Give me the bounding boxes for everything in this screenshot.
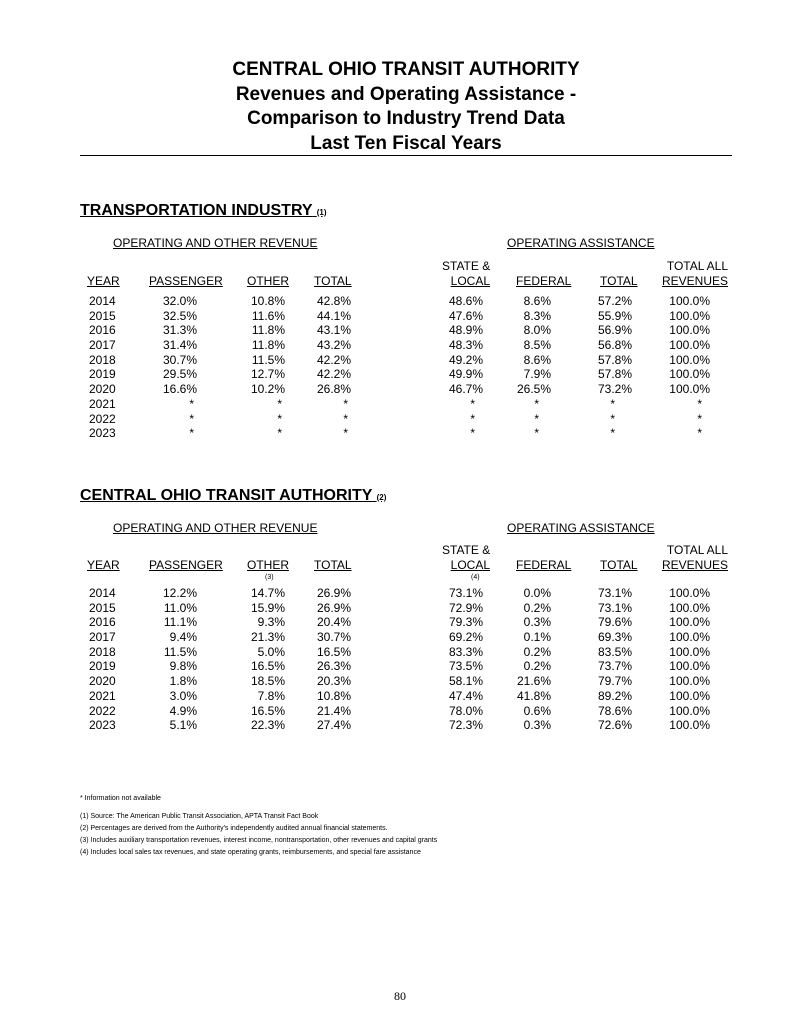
other-cell: 7.8% [257,688,285,703]
assist-total-cell: 57.8% [597,367,632,382]
cota-state-local-note: (4) [471,574,480,581]
passenger-cell: 11.5% [163,644,197,659]
state-local-cell: 48.3% [448,338,483,353]
state-local-cell: 49.9% [448,367,483,382]
passenger-cell: 4.9% [169,703,197,718]
cota-other-header: OTHER [247,558,289,572]
assist-total-cell: 57.8% [597,352,632,367]
year-cell: 2020 [89,382,116,397]
total-cell: 30.7% [316,630,351,645]
total-all-cell: 100.0% [669,630,710,645]
passenger-cell: 31.3% [162,323,197,338]
other-cell: 15.9% [250,600,285,615]
state-local-cell: 46.7% [448,382,483,397]
passenger-cell: 9.8% [169,659,197,674]
state-local-cell: 47.4% [448,688,483,703]
industry-section-title: TRANSPORTATION INDUSTRY (1) [80,202,327,219]
total-cell: 26.3% [316,659,351,674]
table-row [0,353,800,368]
state-local-cell: 49.2% [448,352,483,367]
total-all-cell: 100.0% [669,703,710,718]
state-local-cell: * [470,426,475,441]
total-cell: 43.1% [316,323,351,338]
table-row [0,630,800,645]
cota-state-local-header-top: STATE & [442,543,491,557]
assist-total-cell: 73.1% [597,586,632,600]
table-row [0,718,800,733]
title-line-1: CENTRAL OHIO TRANSIT AUTHORITY [232,59,580,80]
table-row [0,601,800,616]
state-local-cell: * [470,396,475,411]
total-cell: 10.8% [316,688,351,703]
total-all-cell: 100.0% [669,586,710,600]
year-cell: 2023 [89,426,116,441]
other-cell: * [277,411,282,426]
federal-cell: 8.0% [523,323,551,338]
state-local-cell: 58.1% [448,674,483,689]
federal-cell: * [534,411,539,426]
year-cell: 2015 [89,600,116,615]
federal-cell: 26.5% [516,382,551,397]
federal-cell: 21.6% [516,674,551,689]
other-cell: 12.7% [250,367,285,382]
table-row [0,382,800,397]
total-cell: 43.2% [316,338,351,353]
state-local-cell: 47.6% [448,308,483,323]
total-all-cell: 100.0% [669,323,710,338]
industry-other-header: OTHER [247,274,289,288]
total-cell: 20.4% [316,615,351,630]
passenger-cell: * [189,426,194,441]
total-cell: 16.5% [316,644,351,659]
passenger-cell: 32.5% [162,308,197,323]
assist-total-cell: * [610,426,615,441]
table-row [0,659,800,674]
federal-cell: 8.3% [523,308,551,323]
federal-cell: 41.8% [516,688,551,703]
assist-total-cell: 69.3% [597,630,632,645]
federal-cell: * [534,396,539,411]
title-line-2: Revenues and Operating Assistance - [235,83,577,105]
cota-year-header: YEAR [87,558,120,572]
total-all-cell: 100.0% [669,382,710,397]
total-cell: 26.9% [316,600,351,615]
industry-state-local-header: LOCAL [450,274,490,288]
total-cell: 21.4% [316,703,351,718]
federal-cell: 8.5% [523,338,551,353]
year-cell: 2020 [89,674,116,689]
assist-total-cell: 73.2% [597,382,632,397]
page-number: 80 [394,989,406,1003]
assist-total-cell: * [610,396,615,411]
passenger-cell: 29.5% [162,367,197,382]
year-cell: 2018 [89,644,116,659]
state-local-cell: 73.1% [448,586,483,600]
footnote-4: (4) Includes local sales tax revenues, and state operating grants, reimbursements, and special fare assistance [80,849,421,856]
federal-cell: 0.3% [523,615,551,630]
total-all-cell: 100.0% [669,352,710,367]
total-cell: 42.2% [316,352,351,367]
year-cell: 2021 [89,688,116,703]
other-cell: 14.7% [250,586,285,600]
passenger-cell: 11.0% [163,600,197,615]
federal-cell: 0.2% [523,644,551,659]
total-all-cell: 100.0% [669,338,710,353]
table-row [0,397,800,412]
table-row [0,412,800,427]
other-cell: * [277,426,282,441]
assist-total-cell: 72.6% [597,718,632,733]
state-local-cell: 72.3% [448,718,483,733]
total-cell: 27.4% [316,718,351,733]
table-row [0,615,800,630]
table-row [0,586,800,601]
other-cell: * [277,396,282,411]
other-cell: 16.5% [250,703,285,718]
assist-total-cell: 83.5% [597,644,632,659]
total-all-cell: 100.0% [669,674,710,689]
cota-assist-total-header: TOTAL [600,558,638,572]
year-cell: 2021 [89,396,116,411]
industry-passenger-header: PASSENGER [149,274,223,288]
federal-cell: 0.2% [523,600,551,615]
other-cell: 11.8% [251,323,285,338]
other-cell: 22.3% [250,718,285,733]
industry-federal-header: FEDERAL [516,274,572,288]
total-all-cell: 100.0% [669,718,710,733]
industry-total-header: TOTAL [314,274,352,288]
cota-assistance-group-header: OPERATING ASSISTANCE [507,521,655,535]
passenger-cell: 12.2% [162,586,197,600]
federal-cell: 7.9% [523,367,551,382]
other-cell: 11.6% [251,308,285,323]
total-all-cell: 100.0% [669,688,710,703]
assist-total-cell: 73.7% [597,659,632,674]
industry-revenue-group-header: OPERATING AND OTHER REVENUE [113,236,318,250]
passenger-cell: * [189,411,194,426]
table-row [0,645,800,660]
assist-total-cell: 55.9% [597,308,632,323]
assist-total-cell: * [610,411,615,426]
federal-cell: 0.1% [523,630,551,645]
industry-assist-total-header: TOTAL [600,274,638,288]
federal-cell: 0.0% [523,586,551,600]
table-row [0,323,800,338]
industry-table [0,294,800,441]
assist-total-cell: 56.8% [597,338,632,353]
table-row [0,426,800,441]
table-row [0,338,800,353]
passenger-cell: 30.7% [162,352,197,367]
total-cell: * [343,426,348,441]
total-all-cell: 100.0% [669,367,710,382]
total-all-cell: * [697,411,702,426]
total-cell: 42.2% [316,367,351,382]
year-cell: 2018 [89,352,116,367]
total-all-cell: 100.0% [669,294,710,308]
year-cell: 2022 [89,411,116,426]
footnotes [80,793,437,859]
federal-cell: 0.6% [523,703,551,718]
total-cell: 20.3% [316,674,351,689]
assist-total-cell: 79.7% [597,674,632,689]
state-local-cell: 73.5% [448,659,483,674]
passenger-cell: 16.6% [162,382,197,397]
total-cell: * [343,396,348,411]
year-cell: 2015 [89,308,116,323]
footnote-3: (3) Includes auxiliary transportation revenues, interest income, nontransportation, other revenues and capital grants [80,837,438,844]
state-local-cell: * [470,411,475,426]
state-local-cell: 83.3% [448,644,483,659]
industry-state-local-header-top: STATE & [442,259,491,273]
year-cell: 2016 [89,615,116,630]
other-cell: 9.3% [257,615,285,630]
table-row [0,367,800,382]
state-local-cell: 48.6% [448,294,483,308]
table-row [0,309,800,324]
cota-table [0,586,800,733]
passenger-cell: 5.1% [169,718,197,733]
title-divider [80,155,732,156]
table-row [0,704,800,719]
cota-other-note: (3) [265,574,274,581]
federal-cell: 8.6% [523,352,551,367]
assist-total-cell: 78.6% [597,703,632,718]
cota-total-all-header: REVENUES [661,558,728,572]
other-cell: 10.2% [250,382,285,397]
federal-cell: 0.2% [523,659,551,674]
state-local-cell: 48.9% [448,323,483,338]
passenger-cell: 3.0% [169,688,197,703]
other-cell: 21.3% [250,630,285,645]
cota-federal-header: FEDERAL [516,558,572,572]
total-cell: 26.8% [316,382,351,397]
total-cell: 44.1% [316,308,351,323]
total-all-cell: 100.0% [669,308,710,323]
year-cell: 2022 [89,703,116,718]
other-cell: 11.8% [251,338,285,353]
assist-total-cell: 79.6% [597,615,632,630]
year-cell: 2019 [89,367,116,382]
total-all-cell: * [697,426,702,441]
passenger-cell: 1.8% [169,674,197,689]
other-cell: 11.5% [251,352,285,367]
state-local-cell: 78.0% [448,703,483,718]
year-cell: 2014 [89,294,116,308]
passenger-cell: 9.4% [169,630,197,645]
year-cell: 2017 [89,630,116,645]
other-cell: 16.5% [250,659,285,674]
federal-cell: 0.3% [523,718,551,733]
passenger-cell: * [189,396,194,411]
total-all-cell: 100.0% [669,644,710,659]
cota-total-all-header-top: TOTAL ALL [666,543,728,557]
year-cell: 2019 [89,659,116,674]
cota-note: (2) [376,493,387,502]
cota-revenue-group-header: OPERATING AND OTHER REVENUE [113,521,318,535]
cota-passenger-header: PASSENGER [149,558,223,572]
table-row [0,689,800,704]
title-line-3: Comparison to Industry Trend Data [247,108,565,129]
footnote-not-available: * Information not available [80,795,161,802]
assist-total-cell: 89.2% [597,688,632,703]
industry-total-all-header: REVENUES [661,274,728,288]
year-cell: 2017 [89,338,116,353]
cota-total-header: TOTAL [314,558,352,572]
assist-total-cell: 57.2% [597,294,632,308]
other-cell: 5.0% [257,644,285,659]
state-local-cell: 72.9% [448,600,483,615]
passenger-cell: 32.0% [162,294,197,308]
passenger-cell: 31.4% [162,338,197,353]
table-row [0,294,800,309]
total-all-cell: 100.0% [669,659,710,674]
industry-note: (1) [316,208,327,217]
footnote-2: (2) Percentages are derived from the Authority's independently audited annual financial statements. [80,825,388,832]
total-all-cell: 100.0% [669,615,710,630]
state-local-cell: 79.3% [448,615,483,630]
passenger-cell: 11.1% [163,615,197,630]
industry-assistance-group-header: OPERATING ASSISTANCE [507,236,655,250]
total-cell: 42.8% [316,294,351,308]
year-cell: 2016 [89,323,116,338]
other-cell: 18.5% [250,674,285,689]
total-all-cell: * [697,396,702,411]
other-cell: 10.8% [250,294,285,308]
assist-total-cell: 56.9% [597,323,632,338]
federal-cell: 8.6% [523,294,551,308]
table-row [0,674,800,689]
title-line-4: Last Ten Fiscal Years [310,132,502,154]
year-cell: 2014 [89,586,116,600]
footnote-1: (1) Source: The American Public Transit Association, APTA Transit Fact Book [80,813,319,820]
industry-total-all-header-top: TOTAL ALL [666,259,728,273]
industry-year-header: YEAR [87,274,120,288]
total-cell: * [343,411,348,426]
state-local-cell: 69.2% [448,630,483,645]
total-cell: 26.9% [316,586,351,600]
year-cell: 2023 [89,718,116,733]
assist-total-cell: 73.1% [597,600,632,615]
page-title [80,58,732,156]
federal-cell: * [534,426,539,441]
cota-state-local-header: LOCAL [450,558,490,572]
cota-section-title: CENTRAL OHIO TRANSIT AUTHORITY (2) [80,487,387,504]
total-all-cell: 100.0% [669,600,710,615]
